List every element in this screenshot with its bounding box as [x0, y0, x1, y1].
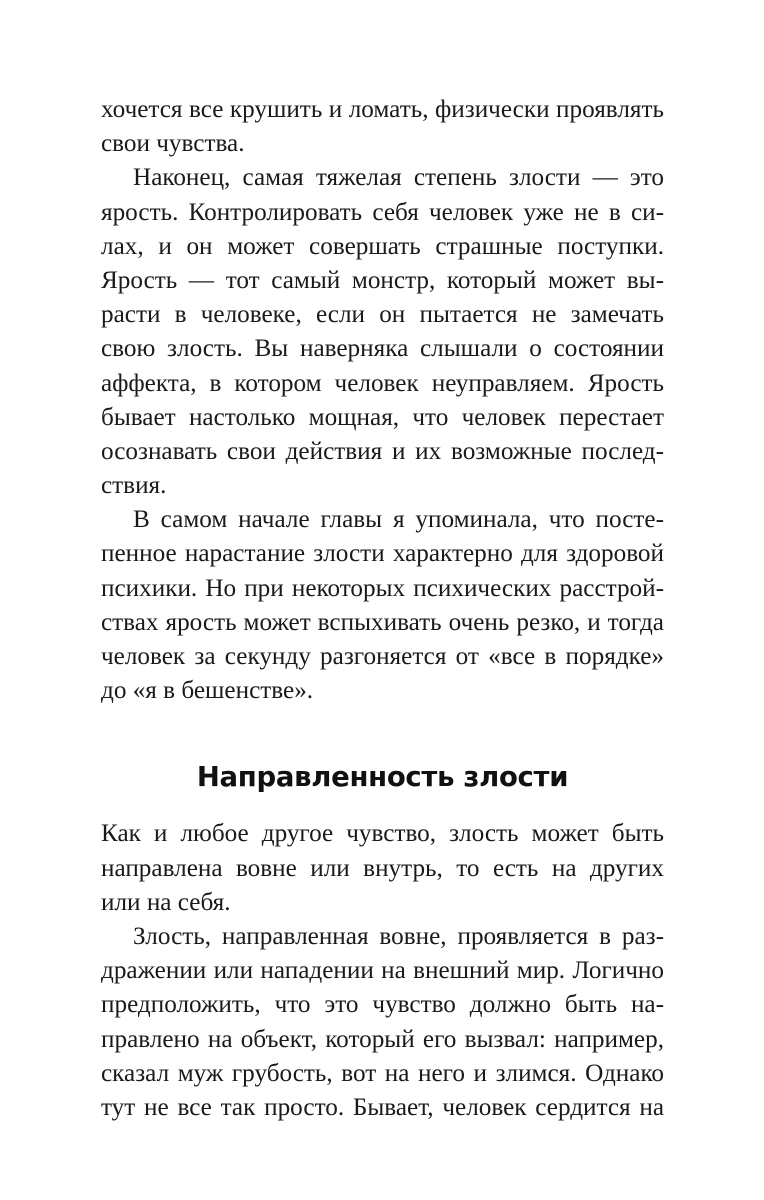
text-line: психики. Но при некоторых психических расстрой-	[101, 574, 664, 602]
text-line: Злость, направленная вовне, проявляется в раз-	[133, 922, 664, 950]
paragraph	[101, 503, 664, 708]
text-line: правлено на объект, который его вызвал: например,	[101, 1025, 664, 1053]
text-line: пенное нарастание злости характерно для здоровой	[101, 540, 664, 568]
section-heading: Направленность злости	[196, 761, 569, 794]
book-page	[101, 93, 664, 1125]
text-line: до «я в бешенстве».	[101, 677, 314, 705]
text-line: осознавать свои действия и их возможные послед-	[101, 437, 664, 465]
paragraph	[101, 93, 664, 161]
text-line: Как и любое другое чувство, злость может быть	[101, 820, 664, 848]
text-line: бывает настолько мощная, что человек перестает	[101, 403, 664, 431]
text-line: расти в человеке, если он пытается не замечать	[101, 301, 664, 329]
text-line: тут не все так просто. Бывает, человек сердится на	[101, 1093, 664, 1121]
text-line: свою злость. Вы наверняка слышали о состоянии	[101, 335, 664, 363]
text-line: направлена вовне или внутрь, то есть на других	[101, 854, 664, 882]
text-line: или на себя.	[101, 888, 231, 916]
text-line: Наконец, самая тяжелая степень злости — это	[133, 164, 664, 192]
text-line: В самом начале главы я упоминала, что посте-	[133, 506, 664, 534]
paragraph	[101, 920, 664, 1125]
text-line: свои чувства.	[101, 130, 245, 158]
text-line: Ярость — тот самый монстр, который может вы-	[101, 266, 664, 294]
text-line: аффекта, в котором человек неуправляем. Ярость	[101, 369, 664, 397]
text-line: сказал муж грубость, вот на него и злимся. Однако	[101, 1059, 664, 1087]
text-line: хочется все крушить и ломать, физически проявлять	[101, 96, 664, 123]
text-line: человек за секунду разгоняется от «все в порядке»	[101, 643, 664, 670]
text-line: ствия.	[101, 472, 167, 500]
text-line: дражении или нападении на внешний мир. Логично	[101, 957, 664, 985]
text-line: предположить, что это чувство должно быть на-	[101, 991, 664, 1019]
text-line: ствах ярость может вспыхивать очень резко, и тогда	[101, 608, 664, 636]
text-line: лах, и он может совершать страшные поступки.	[101, 232, 664, 260]
paragraph	[101, 161, 664, 503]
text-line: ярость. Контролировать себя человек уже не в си-	[101, 198, 664, 226]
paragraph	[101, 817, 664, 920]
